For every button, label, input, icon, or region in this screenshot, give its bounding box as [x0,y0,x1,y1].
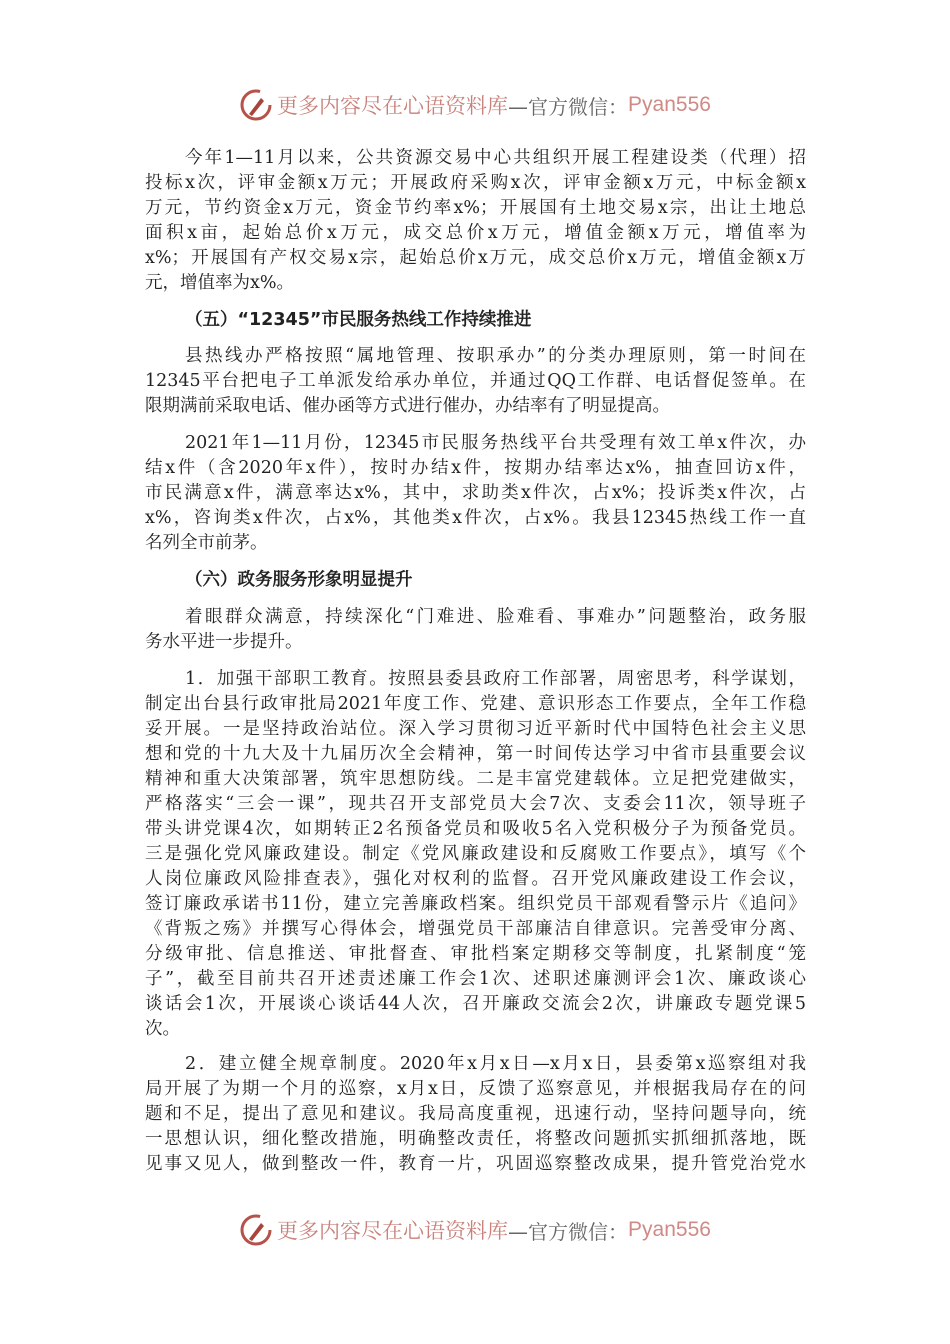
paragraph [145,146,806,296]
paragraph [145,605,806,655]
text-line: 万元，节约资金x万元，资金节约率x%；开展国有土地交易x宗，出让土地总 [145,198,806,218]
text-line: 县热线办严格按照“属地管理、按职承办”的分类办理原则，第一时间在 [185,346,806,366]
text-line: 12345平台把电子工单派发给承办单位，并通过QQ工作群、电话督促签单。在 [145,371,806,391]
text-line: 制定出台县行政审批局2021年度工作、党建、意识形态工作要点，全年工作稳 [145,694,806,714]
text-line: x%；开展国有产权交易x宗，起始总价x万元，成交总价x万元，增值金额x万 [145,248,806,268]
text-line: 投标x次，评审金额x万元；开展政府采购x次，评审金额x万元，中标金额x [145,173,806,193]
text-line: 1．加强干部职工教育。按照县委县政府工作部署，周密思考，科学谋划， [185,669,806,689]
section-heading: （六）政务服务形象明显提升 [185,570,413,590]
text-line: 人岗位廉政风险排查表》，强化对权利的监督。召开党风廉政建设工作会议， [145,869,806,889]
text-line: 名列全市前茅。 [145,533,268,553]
watermark-dash: —官方微信： [508,1219,629,1244]
text-line: 谈话会1次，开展谈心谈话44人次，召开廉政交流会2次，讲廉政专题党课5 [145,994,806,1014]
text-line: 一思想认识，细化整改措施，明确整改责任，将整改问题抓实抓细抓落地，既 [145,1129,806,1149]
text-line: 想和党的十九大及十九届历次全会精神，第一时间传达学习中省市县重要会议 [145,744,806,764]
text-line: 《背叛之殇》并撰写心得体会，增强党员干部廉洁自律意识。完善受审分离、 [145,919,806,939]
text-line: 次。 [145,1019,180,1039]
text-line: 妥开展。一是坚持政治站位。深入学习贯彻习近平新时代中国特色社会主义思 [145,719,806,739]
text-line: 2．建立健全规章制度。2020年x月x日—x月x日，县委第x巡察组对我 [185,1054,806,1074]
text-line: 市民满意x件，满意率达x%，其中，求助类x件次，占x%；投诉类x件次，占 [145,483,806,503]
section-heading: （五）“12345”市民服务热线工作持续推进 [185,310,532,330]
paragraph [145,431,806,556]
text-line: 严格落实“三会一课”，现共召开支部党员大会7次、支委会11次，领导班子 [145,794,806,814]
text-line: 今年1—11月以来，公共资源交易中心共组织开展工程建设类（代理）招 [185,148,806,168]
pen-logo-icon [239,88,273,122]
text-line: 分级审批、信息推送、审批督查、审批档案定期移交等制度，扎紧制度“笼 [145,944,806,964]
text-line: 子”，截至目前共召开述责述廉工作会1次、述职述廉测评会1次、廉政谈心 [145,969,806,989]
text-line: 务水平进一步提升。 [145,632,303,652]
text-line: 题和不足，提出了意见和建议。我局高度重视，迅速行动，坚持问题导向，统 [145,1104,806,1124]
text-line: 2021年1—11月份，12345市民服务热线平台共受理有效工单x件次，办 [185,433,806,453]
text-line: 着眼群众满意，持续深化“门难进、脸难看、事难办”问题整治，政务服 [185,607,806,627]
text-line: x%，咨询类x件次，占x%，其他类x件次，占x%。我县12345热线工作一直 [145,508,806,528]
watermark-brand: 更多内容尽在心语资料库 [277,94,509,118]
text-line: 限期满前采取电话、催办函等方式进行催办，办结率有了明显提高。 [145,396,670,416]
watermark-dash: —官方微信： [508,94,629,119]
text-line: 面积x亩，起始总价x万元，成交总价x万元，增值金额x万元，增值率为 [145,223,806,243]
text-line: 元，增值率为x%。 [145,273,294,293]
paragraph [145,1052,806,1177]
text-line: 见事又见人，做到整改一件，教育一片，巩固巡察整改成果，提升管党治党水 [145,1154,806,1174]
text-line: 精神和重大决策部署，筑牢思想防线。二是丰富党建载体。立足把党建做实， [145,769,806,789]
paragraph [145,667,806,1042]
header-watermark [0,85,950,125]
text-line: 结x件（含2020年x件），按时办结x件，按期办结率达x%，抽查回访x件， [145,458,806,478]
text-line: 三是强化党风廉政建设。制定《党风廉政建设和反腐败工作要点》，填写《个 [145,844,806,864]
watermark-wechat: Pyan556 [628,1218,711,1241]
footer-watermark [0,1210,950,1250]
text-line: 局开展了为期一个月的巡察，x月x日，反馈了巡察意见，并根据我局存在的问 [145,1079,806,1099]
watermark-wechat: Pyan556 [628,93,711,116]
paragraph [145,344,806,419]
text-line: 带头讲党课4次，如期转正2名预备党员和吸收5名入党积极分子为预备党员。 [145,819,806,839]
pen-logo-icon [239,1213,273,1247]
watermark-brand: 更多内容尽在心语资料库 [277,1219,509,1243]
text-line: 签订廉政承诺书11份，建立完善廉政档案。组织党员干部观看警示片《追问》 [145,894,806,914]
